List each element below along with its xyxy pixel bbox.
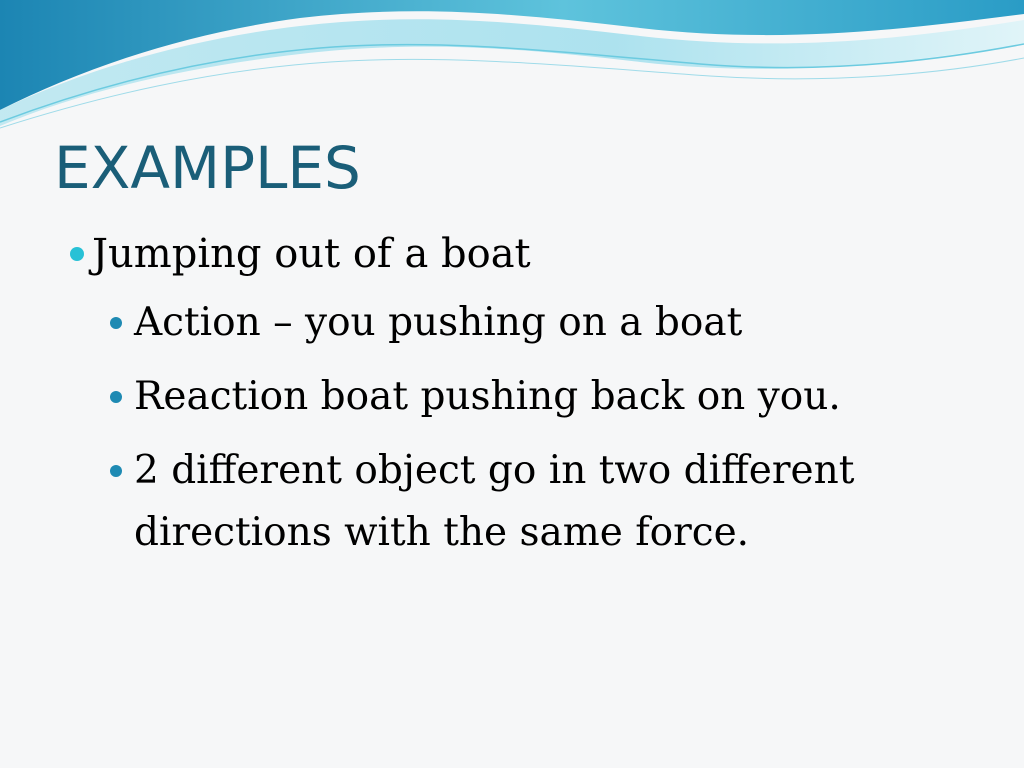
slide-title: EXAMPLES [54, 134, 361, 202]
sub-bullet-text: Reaction boat pushing back on you. [134, 374, 841, 419]
sub-bullet-text: 2 different object go in two different directions with the same force. [134, 448, 855, 555]
sub-bullet-text: Action – you pushing on a boat [134, 300, 743, 345]
bullet-dot-icon [110, 465, 122, 477]
bullet-dot-icon [110, 317, 122, 329]
bullet-dot-icon [110, 391, 122, 403]
bullet-text: Jumping out of a boat [92, 231, 531, 277]
sub-bullet-item [60, 366, 980, 428]
bullet-dot-icon [70, 247, 84, 261]
sub-bullet-item [60, 440, 980, 564]
bullet-list [60, 222, 980, 576]
sub-bullet-item [60, 292, 980, 354]
bullet-item [60, 222, 980, 286]
wave-decoration [0, 0, 1024, 130]
